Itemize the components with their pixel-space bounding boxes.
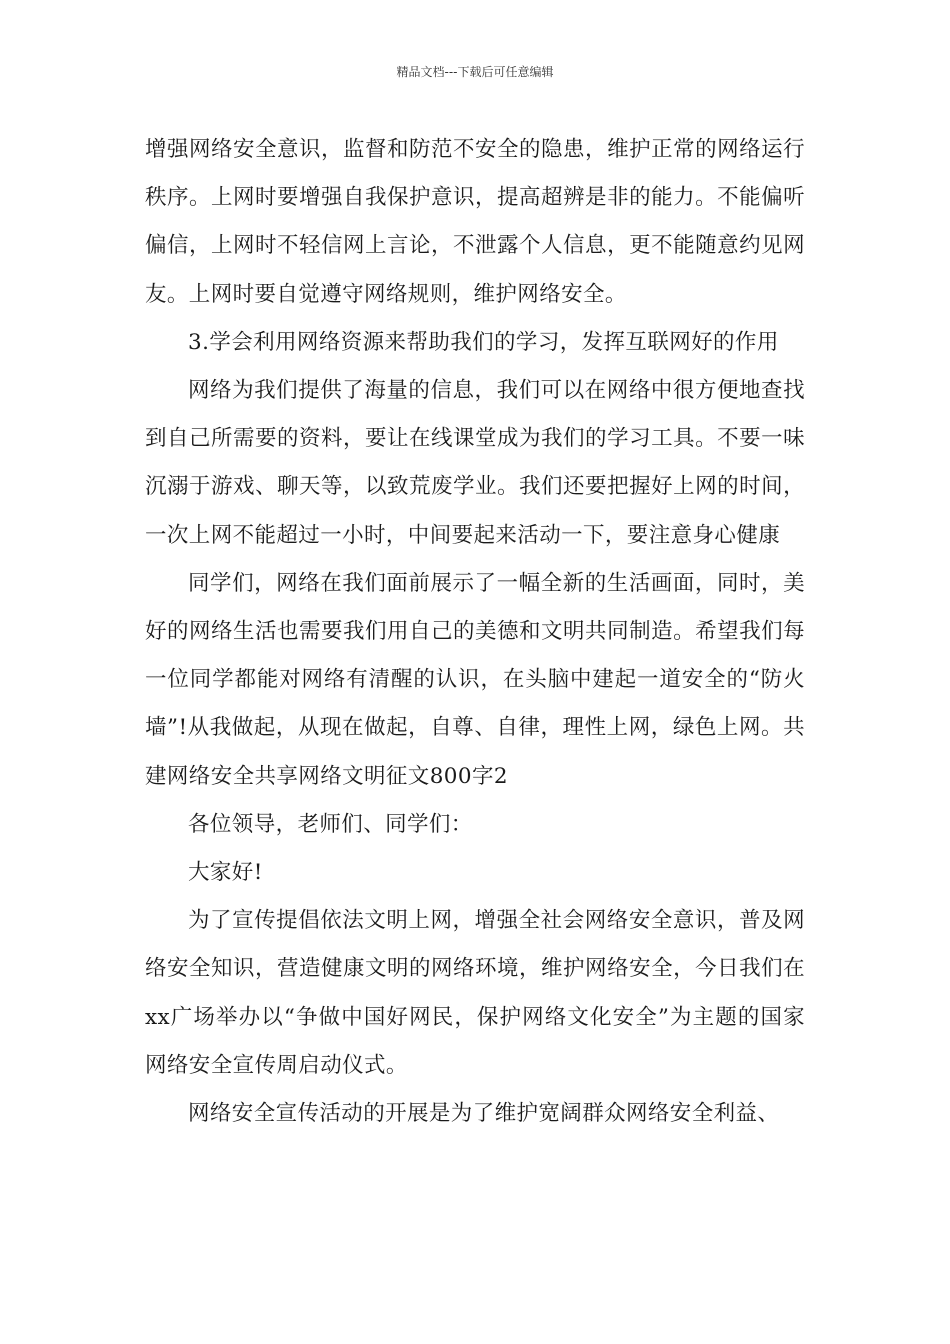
paragraph-7: 为了宣传提倡依法文明上网，增强全社会网络安全意识，普及网络安全知识，营造健康文明的网络环境，维护网络安全，今日我们在xx广场举办以“争做中国好网民，保护网络文化安全”为主题的国家网络安全宣传周启动仪式。 [145,908,805,1078]
paragraph-2: 3.学会利用网络资源来帮助我们的学习，发挥互联网好的作用 [188,329,779,355]
paragraph-6: 大家好! [188,860,263,886]
paragraph-3: 网络为我们提供了海量的信息，我们可以在网络中很方便地查找到自己所需要的资料，要让在线课堂成为我们的学习工具。不要一味沉溺于游戏、聊天等，以致荒废学业。我们还要把握好上网的时间，一次上网不能超过一小时，中间要起来活动一下，要注意身心健康 [145,378,805,548]
page-header: 精品文档---下载后可任意编辑 [396,65,554,79]
paragraph-1: 增强网络安全意识，监督和防范不安全的隐患，维护正常的网络运行秩序。上网时要增强自我保护意识，提高超辨是非的能力。不能偏听偏信，上网时不轻信网上言论，不泄露个人信息，更不能随意约见网友。上网时要自觉遵守网络规则，维护网络安全。 [145,137,805,307]
document-body [145,126,805,1138]
paragraph-8: 网络安全宣传活动的开展是为了维护宽阔群众网络安全利益、 [188,1101,780,1127]
paragraph-4: 同学们，网络在我们面前展示了一幅全新的生活画面，同时，美好的网络生活也需要我们用自己的美德和文明共同制造。希望我们每一位同学都能对网络有清醒的认识，在头脑中建起一道安全的“防火墙”!从我做起，从现在做起，自尊、自律，理性上网，绿色上网。共建网络安全共享网络文明征文800字2 [145,570,805,789]
paragraph-5: 各位领导，老师们、同学们： [188,811,473,837]
